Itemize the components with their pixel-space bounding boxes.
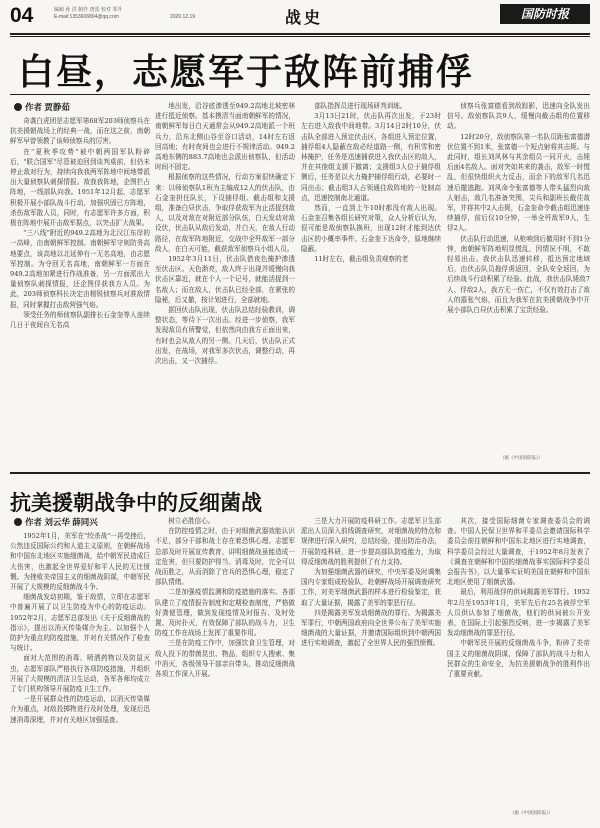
article2-column-3: 三是大力开展防疫科研工作。志愿军卫生部派出人员深入前线调查研究，对细菌战的特点和规律进行深入研究，总结经验，提出防治办法，开展防疫科研，进一步提高部队防疫能力，为取得反细菌战的胜利提供了有力支持。 为加强细菌武器的研究，中央军委及时调集国内专家组成检验队，赴朝鲜战场开展调查研究工作，对美军细菌武器的样本进行检验鉴定，获取了大量证据，揭露了美军的罪恶行径。 四是揭露美军发动细菌战的罪行。为揭露美军罪行，中朝两国政府向全世界公布了美军实施细菌战的大量证据，并邀请国际组织到中朝两国进行实地调查，激起了全世界人民的强烈愤慨。 [301, 517, 441, 648]
headline-rule [10, 94, 590, 95]
newspaper-logo: 国防时报 [500, 4, 590, 24]
article2-column-4: 其次，接受国际细菌专家调查委员会的调查。中国人民保卫世界和平委员会邀请国际科学委员会前往朝鲜和中国东北地区进行实地调查，科学委员会经过大量调查，于1952年8月发表了《调查在朝鲜和中国的细菌战事实国际科学委员会报告书》，以大量事实证明美国在朝鲜和中国东北地区使用了细菌武器。 最后，利用战俘的供词揭露美军罪行。1952年2月至1953年1月，美军先后有25名被俘空军人员供认参加了细菌战，他们的供词被公开发表，在国际上引起强烈反响，进一步揭露了美军发动细菌战的罪恶行径。 中朝军民开展的反细菌战斗争，粉碎了美帝国主义的细菌战阴谋，保障了部队的战斗力和人民群众的生命安全，为抗美援朝战争的胜利作出了重要贡献。 [447, 517, 590, 679]
article-column-4: 侦察兵张富德看到敌踪影，迅速向全队发出信号。敌侦察队共9人，缓慢向截击组的位置移动。 12时20分，敌侦察队第一名队员距张富德潜伏位置不到1米，张富德一个短点射将其击毙。与此同时，组长刘风林与其余组员一同开火，击毙后面4名敌人。面对突如其来的袭击，敌军一时慌乱，但很快组织火力反击，而余下的敌军几名迅速后撤逃跑。刘风命令张富德等人带头猛烈向敌人射击，敌几名准备突围，尖兵和副班长截住敌军，并将其中2人击毙，石金奎命令截击组迅速连续捕俘，前后仅10分钟，一举全歼敌军9人，生俘2人。 伏击队行动迅速，从枪响到后撤用时不到1分钟，南朝鲜军阵地明显慌乱，因情况不明，不敢轻易出击。我伏击队迅速转移，抵达预定地域后，由伏击队员拖俘虏返回，全队安全返回，为后续战斗行动积累了经验。此战，我伏击队毙敌7人、俘敌2人，我方无一伤亡，不仅有效打击了敌人的嚣张气焰，而且为我军在抗美援朝战争中开展小部队白昼伏击积累了宝贵经验。 [447, 102, 590, 315]
byline-bullet-icon [14, 518, 22, 526]
article2-column-2: 树立必胜信心。 在防控疫情之时，由于对细菌武器效能认识不足，部分干部和战士存在着恐惧心理。志愿军总部及时开展宣传教育，讲明细菌战虽能造成一定危害，但只要防护得当、消毒及时，完全可以战而胜之，从而消除了官兵的恐惧心理，稳定了部队情绪。 二是加强疫情监测和防疫措施的落实。各部队建立了疫情报告制度和定期检查制度，严格做好粪便管理，做到发现疫情及时报告、及时处置、及时扑灭，有效保障了部队的战斗力，卫生防疫工作在战场上发挥了重要作用。 三是在防疫工作中，加强饮食卫生管理，对敌人投下的带菌昆虫、物品，组织专人搜索、集中消灭，各级领导干部亲自带头，推动反细菌战各项工作深入开展。 [155, 517, 295, 679]
article-column-3: 部队指挥员进行现场研判训练。 3月13日21时，伏击队再次出发，于23时左右进入敌我中间地带。3月14日2时10分，伏击队全部进入预定伏击区，各组进入预定位置，捕俘组4人隐蔽在敌必经道路一侧，有积雪和密林掩护，任务是迅速捕获进入我伏击区的敌人，并在其他组支援下撤离；支援组3人位于捕俘组侧后，任务是以火力掩护捕俘组行动，必要时一同出击；截击组3人占领通往敌阵地的一处制高点，迅速控制南北通道。 然而，一直到上午10时都没有敌人出现。石金奎召集各组长研究对策，众人分析后认为，很可能是敌侦察队换班，出现12时才能到达伏击区的小概率事件。石金奎下达命令，原地继续隐蔽。 11时左右，截击组负责观察的老 [301, 102, 441, 264]
article-headline-2: 抗美援朝战争中的反细菌战 [10, 492, 262, 515]
page-header [10, 4, 590, 32]
issue-date: 2020.12.19 [170, 14, 196, 20]
header-rule-thin [10, 36, 590, 37]
staff-credits: 编辑 孙 洪 制作 唐雷 校对 邹升 [54, 7, 123, 13]
editor-email: E-mail:1353606804@qq.com [54, 14, 119, 20]
article2-column-1: 1952年1月，美军在"绞杀战"一再受挫后，公然违反国际公约和人道主义原则，在朝鲜战场和中国东北地区实施细菌战，给中朝军民造成巨大伤害，也激起全世界爱好和平人民的无比愤慨。为挫败美帝国主义的细菌战阴谋，中朝军民开展了大规模的反细菌战斗争。 细菌战发动初期，鉴于敌情，立即在志愿军中普遍开展了以卫生防疫为中心的防疫运动。1952年2月，志愿军总部发出《关于反细菌战的指示》，提出以消灭传染媒介为主、以加强个人防护为重点的防疫措施，并对有关情况作了检查与统计。 面对大范围的消毒、喷洒药物以及防鼠灭虫，志愿军部队严格执行各项防疫措施，并组织开展了大规模的清洁卫生运动，各军各师均成立了专门机构领导开展防疫卫生工作。 一是开展群众性的防疫运动，以消灭传染媒介为重点，对敌投掷物进行及时处理，发现后迅速消毒深埋，并对有关地区加强巡查。 [10, 532, 150, 724]
source-note-2: （据《中国国防报》） [510, 810, 553, 815]
article-byline-2: 作者 刘云华 薛同兴 [14, 516, 98, 528]
source-note: （据《中国国防报》） [500, 455, 543, 460]
byline-bullet-icon [14, 103, 22, 111]
article-divider [10, 472, 590, 474]
header-rule [10, 33, 590, 35]
article-column-1: 奇袭白虎团是志愿军第68军203师侦察兵在抗美援朝战场上的经典一战，而在这之前，南朝鲜军早曾领教了该师侦察兵的厉害。 在"夏秋季攻势"被中朝两国军队粉碎后，"联合国军"尽管被迫回到谈判桌前，但仍未停止敌对行为，持续向我我两军阵地中间地带派出大量侦察队刺探情报。敌我我阵地，企图拦占阵地，一线部队向我。1951年12月起，志愿军积极开展小部队战斗行动，加强巩固已方阵地，杀伤敌军散人员，同时，有志愿军许多方面，积极在阵地中展开击敌军据点，以突击扩大战果。 "三八线"附近的949.2高地为北汉江东岸的一高峰，由南朝鲜军控制。南朝鲜军守则防务高地要点，该高地以北延伸有一无名高地，由志愿军控制。为夺回无名高地，南朝鲜军一方面在949.2高地加紧进行作战准备，另一方面派出大量侦察队刺探情报，还企图俘获我方人员。为此，203师侦察科长决定由精锐侦察兵对准敌情报，同时掌握打击敌营强气焰。 领受任务的师侦察队副排长石金奎等人连续几日于夜间自无名高 [10, 117, 150, 330]
section-title: 战史 [285, 10, 324, 27]
article-byline: 作者 贾静茹 [14, 101, 70, 113]
page-number: 04 [10, 4, 34, 27]
article-headline: 白昼，志愿军于敌阵前捕俘 [18, 51, 475, 93]
article-column-2: 地出发，沿谷底渗透至949.2高地北坡密林进行抵近侦察。基本摸清当面南朝鲜军的情况，南朝鲜军每日白天通常会从949.2高地派一个班兵力，沿东北侧山谷至谷口活动，14时左右返回高地；有时夜间也会进行不规律活动。949.2高地东侧的883.7高地也会派出侦察队，但活动时间不固定。 根据侦察的这些情况，行动方案很快确定下来：以师侦察队1班为主编成12人的伏击队，由石金奎担任队长，下设捕俘组、截击组和支援组，准备白昼伏击，争取俘获敌军为止活捉到敌人，以及对敌在对附近部分队伍，白天发动对敌设伏，伏击队从敌后发动，并白天，在敌人行动路径，在敌军阵地附近，交战中全歼敌军一部分敌人，在白天可能，截获敌军侦察兵小组人员。 1952年3月11日，伏击队借夜色掩护渗透至伏击区。天色渐亮，敌人终于出现并缓慢向我伏击区靠近，就在个人一个记号，就能活捉到一名敌人；而在敌人，伏击队已经全部，在紧张的隐秘，后又撤，按计划进行，全部就地。 据回伏击队出现，伏击队总结经验教训，调整状态，等待下一次出击。经进一步侦察，我军发现敌员有所警觉，但依然向由我方正面出来，有时也会从敌人的另一侧。几天后，伏击队正式出发，在战场，对我军多次伏击，调整行动，再次出击，又一次捕俘。 [155, 102, 295, 366]
